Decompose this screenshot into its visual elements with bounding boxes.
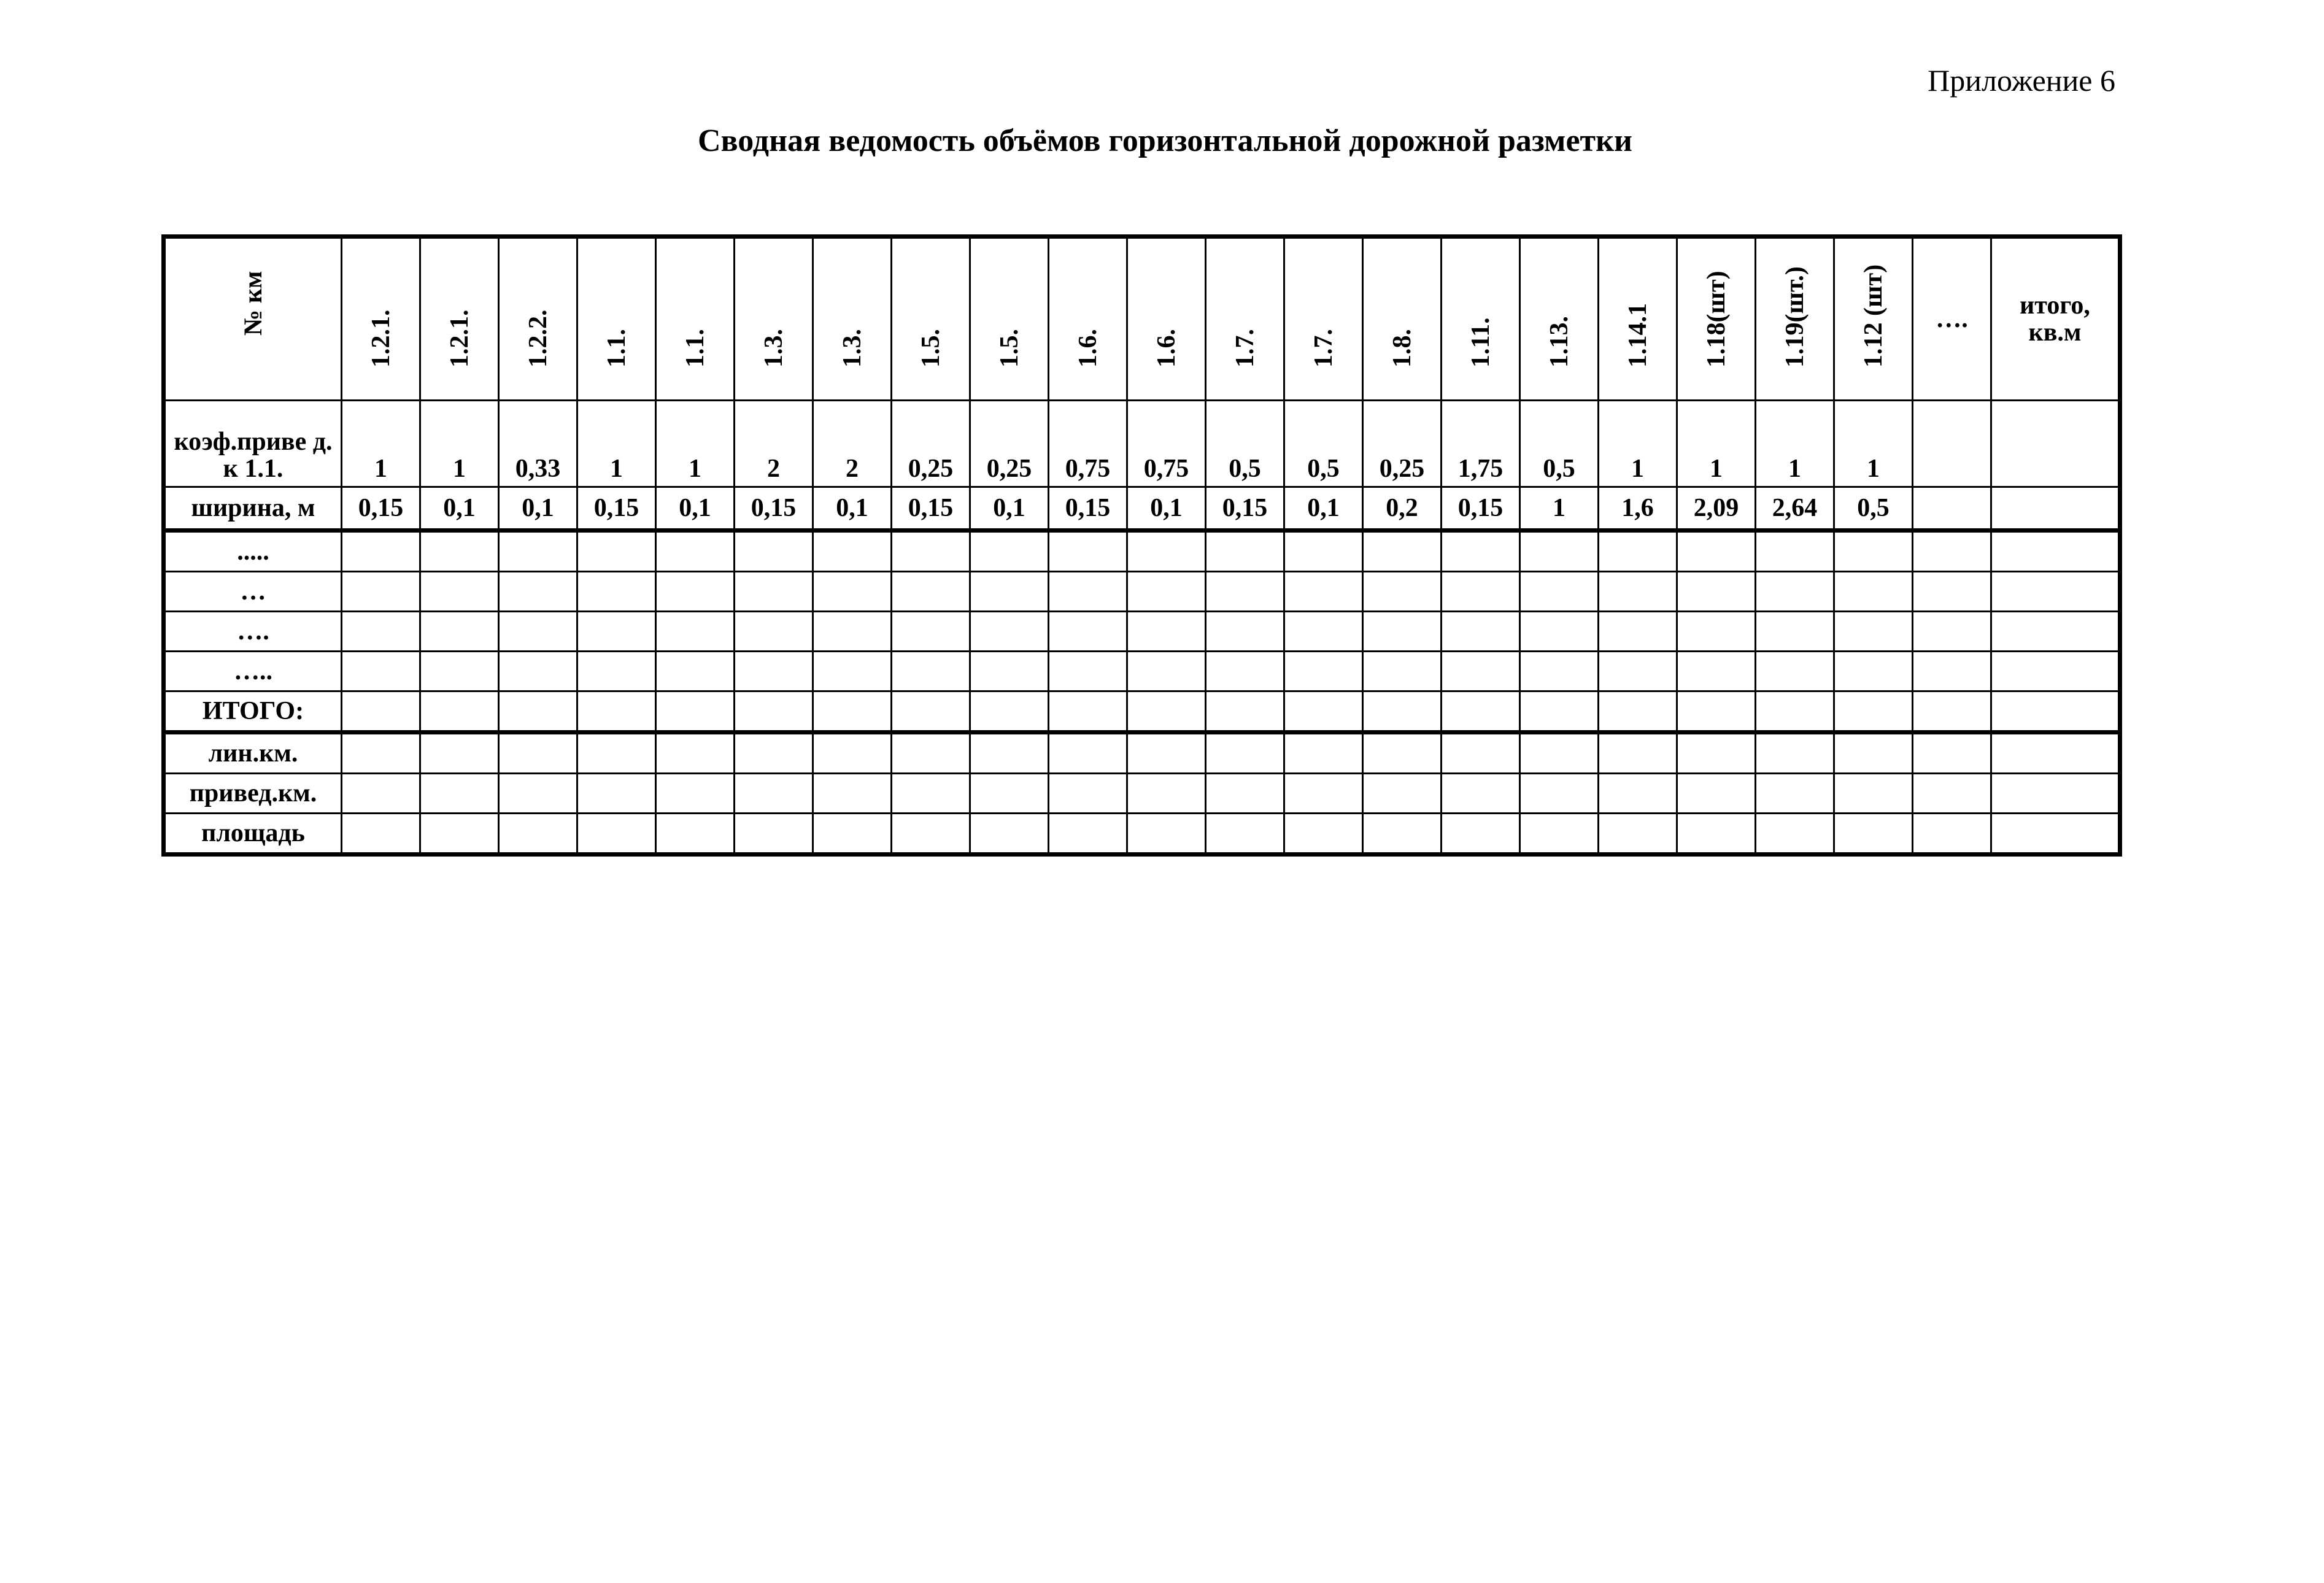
empty-cell: [1913, 691, 1991, 733]
marking-type-label: 1.3.: [838, 328, 867, 368]
empty-cell: [1599, 572, 1677, 612]
empty-cell: [1520, 531, 1599, 572]
empty-cell: [1677, 652, 1756, 691]
empty-cell: [499, 572, 577, 612]
summary-row: [164, 774, 2120, 814]
coefficient-cell: 0,75: [1127, 401, 1206, 487]
empty-cell: [813, 733, 892, 774]
coefficient-cell: 1: [1599, 401, 1677, 487]
coefficient-cell: 1: [342, 401, 420, 487]
empty-cell: [1991, 774, 2120, 814]
marking-type-label: 1.18(шт): [1702, 271, 1731, 368]
empty-cell: [1520, 733, 1599, 774]
width-cell: 0,15: [735, 487, 813, 531]
empty-cell: [1991, 572, 2120, 612]
empty-cell: [1913, 572, 1991, 612]
marking-type-label: 1.1.: [681, 328, 709, 368]
empty-cell: [577, 572, 656, 612]
width-cell: 0,2: [1363, 487, 1442, 531]
empty-cell: [577, 612, 656, 652]
empty-cell: [1520, 814, 1599, 855]
empty-cell: [1834, 531, 1913, 572]
empty-cell: [1991, 691, 2120, 733]
empty-cell: [1284, 774, 1363, 814]
empty-cell: [499, 612, 577, 652]
summary-row-label: привед.км.: [164, 774, 342, 814]
coefficient-cell: 1: [1677, 401, 1756, 487]
marking-column-header: [1049, 237, 1127, 401]
empty-cell: [1049, 652, 1127, 691]
marking-type-label: 1.13.: [1545, 315, 1573, 368]
empty-cell: [420, 612, 499, 652]
empty-cell: [1363, 733, 1442, 774]
marking-column-header: [813, 237, 892, 401]
empty-cell: [1442, 612, 1520, 652]
empty-cell: [1991, 612, 2120, 652]
empty-cell: [735, 612, 813, 652]
marking-column-header: [499, 237, 577, 401]
coefficient-cell: 0,75: [1049, 401, 1127, 487]
empty-cell: [1206, 572, 1284, 612]
total-row: [164, 691, 2120, 733]
empty-cell: [1991, 401, 2120, 487]
empty-cell: [1520, 572, 1599, 612]
empty-cell: [735, 691, 813, 733]
empty-cell: [1991, 652, 2120, 691]
empty-cell: [577, 774, 656, 814]
empty-cell: [735, 774, 813, 814]
empty-cell: [892, 572, 970, 612]
empty-cell: [342, 733, 420, 774]
km-row-label: .....: [164, 531, 342, 572]
empty-cell: [1284, 733, 1363, 774]
empty-cell: [1206, 691, 1284, 733]
empty-cell: [1677, 814, 1756, 855]
empty-cell: [1834, 572, 1913, 612]
empty-cell: [1363, 814, 1442, 855]
empty-cell: [1442, 774, 1520, 814]
empty-cell: [1049, 733, 1127, 774]
header-row: [164, 237, 2120, 401]
empty-cell: [970, 612, 1049, 652]
empty-cell: [1913, 531, 1991, 572]
coefficient-cell: 1: [656, 401, 735, 487]
marking-type-label: 1.12 (шт): [1859, 264, 1888, 368]
marking-type-label: 1.6.: [1073, 328, 1102, 368]
empty-cell: [656, 691, 735, 733]
marking-column-header: [420, 237, 499, 401]
empty-cell: [1442, 572, 1520, 612]
empty-cell: [970, 691, 1049, 733]
empty-cell: [577, 733, 656, 774]
width-cell: 1: [1520, 487, 1599, 531]
coefficient-cell: 0,5: [1206, 401, 1284, 487]
empty-cell: [1756, 691, 1834, 733]
empty-cell: [813, 652, 892, 691]
coefficient-cell: 1,75: [1442, 401, 1520, 487]
empty-cell: [1442, 691, 1520, 733]
width-label: ширина, м: [164, 487, 342, 531]
empty-cell: [420, 814, 499, 855]
empty-cell: [1284, 652, 1363, 691]
empty-cell: [1756, 814, 1834, 855]
empty-cell: [499, 531, 577, 572]
coefficient-cell: 2: [813, 401, 892, 487]
marking-column-header: [1363, 237, 1442, 401]
empty-cell: [1834, 814, 1913, 855]
empty-cell: [892, 814, 970, 855]
empty-cell: [656, 774, 735, 814]
empty-cell: [970, 572, 1049, 612]
empty-cell: [813, 531, 892, 572]
coefficient-cell: 1: [1834, 401, 1913, 487]
empty-cell: [1520, 774, 1599, 814]
coefficient-cell: 0,25: [1363, 401, 1442, 487]
width-cell: 0,1: [1127, 487, 1206, 531]
empty-cell: [1284, 612, 1363, 652]
empty-cell: [1756, 572, 1834, 612]
empty-cell: [1127, 691, 1206, 733]
coefficient-cell: 0,5: [1520, 401, 1599, 487]
empty-cell: [1677, 572, 1756, 612]
empty-cell: [813, 774, 892, 814]
coefficient-cell: 0,33: [499, 401, 577, 487]
empty-cell: [1363, 652, 1442, 691]
dots-column-header: ….: [1913, 237, 1991, 401]
empty-cell: [1520, 612, 1599, 652]
empty-cell: [656, 652, 735, 691]
marking-type-label: 1.7.: [1309, 328, 1338, 368]
width-cell: 0,15: [1442, 487, 1520, 531]
marking-type-label: 1.2.2.: [523, 309, 552, 368]
empty-cell: [499, 733, 577, 774]
empty-cell: [1599, 612, 1677, 652]
empty-cell: [1913, 612, 1991, 652]
empty-cell: [1677, 774, 1756, 814]
empty-cell: [1127, 814, 1206, 855]
appendix-label: Приложение 6: [1928, 63, 2115, 98]
empty-cell: [656, 531, 735, 572]
empty-cell: [1913, 487, 1991, 531]
empty-cell: [1834, 612, 1913, 652]
coefficient-cell: 2: [735, 401, 813, 487]
marking-column-header: [970, 237, 1049, 401]
empty-cell: [1206, 612, 1284, 652]
empty-cell: [1599, 652, 1677, 691]
empty-cell: [1599, 774, 1677, 814]
km-row: [164, 572, 2120, 612]
km-row: [164, 652, 2120, 691]
empty-cell: [892, 774, 970, 814]
empty-cell: [1756, 774, 1834, 814]
empty-cell: [1834, 652, 1913, 691]
empty-cell: [970, 814, 1049, 855]
width-cell: 0,15: [577, 487, 656, 531]
empty-cell: [892, 733, 970, 774]
empty-cell: [1913, 814, 1991, 855]
coefficient-cell: 1: [577, 401, 656, 487]
total-row-label: ИТОГО:: [164, 691, 342, 733]
empty-cell: [892, 691, 970, 733]
empty-cell: [1913, 774, 1991, 814]
marking-type-label: 1.3.: [759, 328, 788, 368]
empty-cell: [1363, 774, 1442, 814]
empty-cell: [1834, 691, 1913, 733]
marking-column-header: [1756, 237, 1834, 401]
empty-cell: [1049, 691, 1127, 733]
empty-cell: [1991, 733, 2120, 774]
empty-cell: [892, 612, 970, 652]
empty-cell: [1599, 814, 1677, 855]
empty-cell: [1284, 814, 1363, 855]
marking-column-header: [1127, 237, 1206, 401]
empty-cell: [1756, 531, 1834, 572]
km-row-label: ….: [164, 612, 342, 652]
marking-column-header: [1284, 237, 1363, 401]
empty-cell: [1913, 401, 1991, 487]
coefficient-cell: 1: [1756, 401, 1834, 487]
empty-cell: [499, 814, 577, 855]
empty-cell: [1049, 572, 1127, 612]
empty-cell: [342, 612, 420, 652]
marking-column-header: [342, 237, 420, 401]
empty-cell: [1442, 652, 1520, 691]
empty-cell: [1127, 612, 1206, 652]
empty-cell: [1991, 814, 2120, 855]
empty-cell: [1599, 531, 1677, 572]
empty-cell: [1049, 774, 1127, 814]
empty-cell: [1677, 531, 1756, 572]
empty-cell: [1206, 652, 1284, 691]
empty-cell: [1284, 572, 1363, 612]
coefficient-cell: 0,5: [1284, 401, 1363, 487]
empty-cell: [1756, 652, 1834, 691]
empty-cell: [1677, 733, 1756, 774]
empty-cell: [1127, 531, 1206, 572]
page-title: Сводная ведомость объёмов горизонтальной дорожной разметки: [697, 123, 1633, 158]
empty-cell: [342, 774, 420, 814]
total-column-header: итого, кв.м: [1991, 237, 2120, 401]
empty-cell: [342, 691, 420, 733]
empty-cell: [656, 612, 735, 652]
width-cell: 0,1: [813, 487, 892, 531]
width-row: [164, 487, 2120, 531]
width-cell: 0,1: [499, 487, 577, 531]
marking-volume-table: [161, 234, 2122, 857]
empty-cell: [420, 531, 499, 572]
empty-cell: [577, 691, 656, 733]
empty-cell: [1834, 733, 1913, 774]
empty-cell: [577, 814, 656, 855]
empty-cell: [1363, 691, 1442, 733]
empty-cell: [1913, 652, 1991, 691]
marking-column-header: [1599, 237, 1677, 401]
empty-cell: [499, 774, 577, 814]
coefficient-cell: 0,25: [970, 401, 1049, 487]
empty-cell: [1520, 691, 1599, 733]
empty-cell: [1442, 733, 1520, 774]
width-cell: 0,15: [892, 487, 970, 531]
width-cell: 0,15: [1206, 487, 1284, 531]
empty-cell: [1206, 531, 1284, 572]
empty-cell: [1677, 691, 1756, 733]
km-row: [164, 531, 2120, 572]
empty-cell: [1442, 814, 1520, 855]
empty-cell: [420, 691, 499, 733]
km-row: [164, 612, 2120, 652]
marking-type-label: 1.2.1.: [445, 309, 474, 368]
marking-column-header: [577, 237, 656, 401]
empty-cell: [735, 733, 813, 774]
summary-row: [164, 733, 2120, 774]
empty-cell: [656, 733, 735, 774]
marking-column-header: [1677, 237, 1756, 401]
empty-cell: [1442, 531, 1520, 572]
empty-cell: [1284, 531, 1363, 572]
empty-cell: [420, 733, 499, 774]
empty-cell: [1991, 531, 2120, 572]
marking-type-label: 1.19(шт.): [1780, 266, 1809, 368]
empty-cell: [1127, 572, 1206, 612]
width-cell: 2,64: [1756, 487, 1834, 531]
empty-cell: [577, 652, 656, 691]
marking-type-label: 1.8.: [1388, 328, 1416, 368]
marking-type-label: 1.14.1: [1623, 302, 1652, 368]
km-row-label: …..: [164, 652, 342, 691]
empty-cell: [970, 774, 1049, 814]
empty-cell: [1991, 487, 2120, 531]
marking-column-header: [1834, 237, 1913, 401]
empty-cell: [1127, 774, 1206, 814]
marking-type-label: 1.7.: [1230, 328, 1259, 368]
empty-cell: [1363, 612, 1442, 652]
marking-column-header: [1442, 237, 1520, 401]
empty-cell: [577, 531, 656, 572]
marking-type-label: 1.5.: [916, 328, 945, 368]
coefficient-cell: 1: [420, 401, 499, 487]
empty-cell: [1756, 612, 1834, 652]
summary-row-label: лин.км.: [164, 733, 342, 774]
marking-column-header: [735, 237, 813, 401]
empty-cell: [970, 531, 1049, 572]
summary-row: [164, 814, 2120, 855]
width-cell: 0,1: [1284, 487, 1363, 531]
empty-cell: [1206, 814, 1284, 855]
empty-cell: [656, 814, 735, 855]
empty-cell: [342, 572, 420, 612]
empty-cell: [813, 572, 892, 612]
marking-column-header: [656, 237, 735, 401]
empty-cell: [1049, 814, 1127, 855]
marking-type-label: 1.1.: [602, 328, 631, 368]
empty-cell: [735, 814, 813, 855]
empty-cell: [813, 814, 892, 855]
empty-cell: [735, 531, 813, 572]
empty-cell: [1913, 733, 1991, 774]
empty-cell: [1284, 691, 1363, 733]
empty-cell: [342, 531, 420, 572]
empty-cell: [342, 814, 420, 855]
km-row-label: …: [164, 572, 342, 612]
width-cell: 0,1: [420, 487, 499, 531]
empty-cell: [970, 652, 1049, 691]
empty-cell: [735, 572, 813, 612]
km-header: № км: [239, 271, 268, 336]
empty-cell: [1363, 531, 1442, 572]
empty-cell: [813, 612, 892, 652]
empty-cell: [1834, 774, 1913, 814]
empty-cell: [1599, 733, 1677, 774]
coefficient-label: коэф.приве д. к 1.1.: [164, 401, 342, 487]
empty-cell: [1206, 774, 1284, 814]
empty-cell: [1049, 612, 1127, 652]
empty-cell: [420, 774, 499, 814]
width-cell: 0,1: [970, 487, 1049, 531]
width-cell: 0,5: [1834, 487, 1913, 531]
empty-cell: [420, 572, 499, 612]
empty-cell: [892, 652, 970, 691]
coefficient-row: [164, 401, 2120, 487]
empty-cell: [1599, 691, 1677, 733]
empty-cell: [1363, 572, 1442, 612]
marking-type-label: 1.11.: [1466, 317, 1495, 368]
empty-cell: [892, 531, 970, 572]
empty-cell: [1677, 612, 1756, 652]
empty-cell: [970, 733, 1049, 774]
summary-row-label: площадь: [164, 814, 342, 855]
coefficient-cell: 0,25: [892, 401, 970, 487]
empty-cell: [1756, 733, 1834, 774]
marking-column-header: [892, 237, 970, 401]
marking-column-header: [1520, 237, 1599, 401]
empty-cell: [656, 572, 735, 612]
km-header-cell: [164, 237, 342, 401]
width-cell: 2,09: [1677, 487, 1756, 531]
empty-cell: [499, 691, 577, 733]
marking-type-label: 1.5.: [995, 328, 1024, 368]
marking-type-label: 1.2.1.: [366, 309, 395, 368]
width-cell: 0,15: [342, 487, 420, 531]
width-cell: 0,15: [1049, 487, 1127, 531]
empty-cell: [813, 691, 892, 733]
marking-type-label: 1.6.: [1152, 328, 1181, 368]
empty-cell: [1520, 652, 1599, 691]
empty-cell: [735, 652, 813, 691]
empty-cell: [499, 652, 577, 691]
empty-cell: [1206, 733, 1284, 774]
empty-cell: [342, 652, 420, 691]
empty-cell: [1127, 733, 1206, 774]
marking-column-header: [1206, 237, 1284, 401]
width-cell: 1,6: [1599, 487, 1677, 531]
empty-cell: [1127, 652, 1206, 691]
width-cell: 0,1: [656, 487, 735, 531]
empty-cell: [420, 652, 499, 691]
empty-cell: [1049, 531, 1127, 572]
